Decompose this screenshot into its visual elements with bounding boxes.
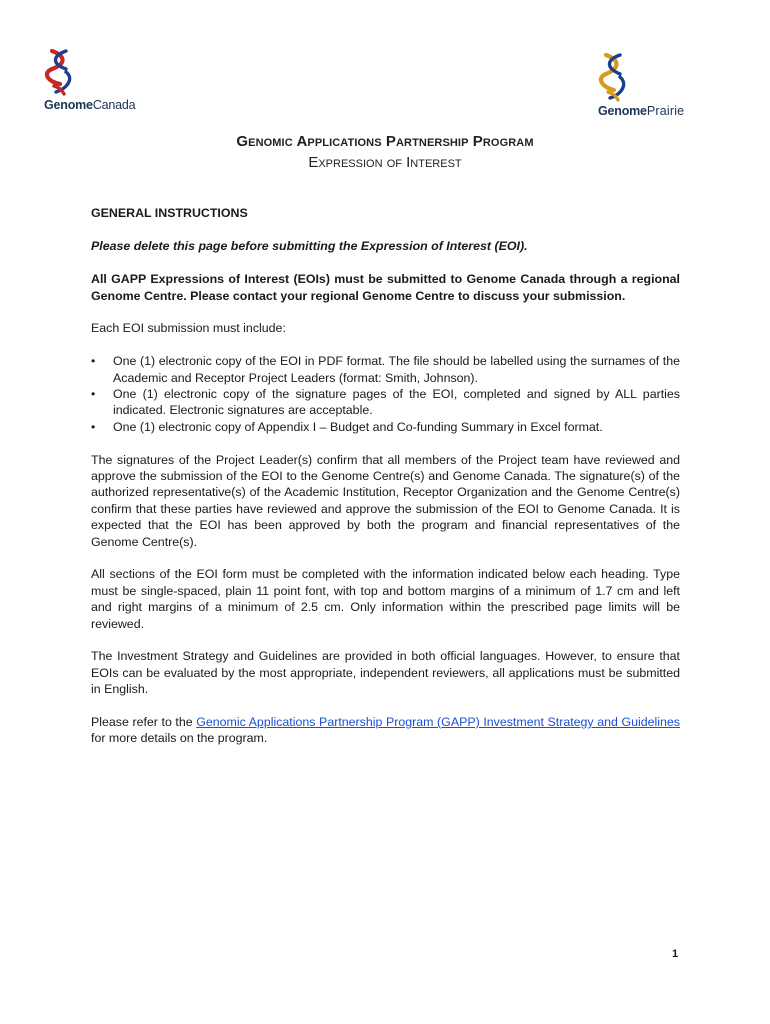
requirements-list — [91, 353, 680, 435]
delete-note: Please delete this page before submitting the Expression of Interest (EOI). — [91, 239, 528, 254]
page-number: 1 — [672, 948, 679, 960]
submission-note: All GAPP Expressions of Interest (EOIs) must be submitted to Genome Canada through a regional Genome Centre. Please contact your regional Genome Centre to discuss your submission. — [91, 272, 680, 303]
dna-helix-icon — [598, 52, 628, 102]
refer-paragraph: Please refer to the Genomic Applications Partnership Program (GAPP) Investment Strategy and Guidelines for more details on the program. — [91, 715, 680, 746]
section-heading: GENERAL INSTRUCTIONS — [91, 206, 248, 220]
document-title: Genomic Applications Partnership Program — [236, 133, 534, 150]
list-item: • One (1) electronic copy of Appendix I – Budget and Co-funding Summary in Excel format. — [91, 419, 603, 434]
genome-prairie-logo — [598, 52, 718, 118]
genome-canada-logo — [44, 48, 164, 112]
bullet-icon: • — [91, 419, 96, 434]
language-paragraph: The Investment Strategy and Guidelines are provided in both official languages. However, to ensure that EOIs can be evaluated by the most appropriate, independent reviewers, all applications must be submitted in English. — [91, 649, 680, 697]
genome-canada-wordmark: GenomeCanada — [44, 98, 136, 112]
signatures-paragraph: The signatures of the Project Leader(s) confirm that all members of the Project team have reviewed and approve the submission of the EOI to the Genome Centre(s) and Genome Canada. The signature(s) of the authorized representative(s) of the Academic Institution, Receptor Organization and the Genome Centre(s) confirm that these parties have reviewed and approve the submission of the EOI to Genome Canada. It is expected that the EOI has been approved by both the program and financial representatives of the Genome Centre(s). — [91, 452, 680, 549]
bullet-icon: • — [91, 387, 96, 402]
dna-helix-icon — [44, 48, 74, 96]
list-item: • One (1) electronic copy of the signature pages of the EOI, completed and signed by ALL parties indicated. Electronic signatures are acceptable. — [91, 387, 680, 418]
format-paragraph: All sections of the EOI form must be completed with the information indicated below each heading. Type must be single-spaced, plain 11 point font, with top and bottom margins of a minimum of 1.7 cm and left and right margins of a minimum of 2.5 cm. Only information within the prescribed page limits will be reviewed. — [91, 567, 680, 631]
instructions-body — [91, 205, 680, 763]
include-intro: Each EOI submission must include: — [91, 321, 286, 336]
document-subtitle: Expression of Interest — [308, 154, 462, 171]
genome-prairie-wordmark: GenomePrairie — [598, 104, 685, 118]
bullet-icon: • — [91, 354, 96, 369]
list-item: • One (1) electronic copy of the EOI in PDF format. The file should be labelled using the surnames of the Academic and Receptor Project Leaders (format: Smith, Johnson). — [91, 354, 680, 385]
gapp-guidelines-link[interactable]: Genomic Applications Partnership Program (GAPP) Investment Strategy and Guidelines — [196, 715, 680, 730]
